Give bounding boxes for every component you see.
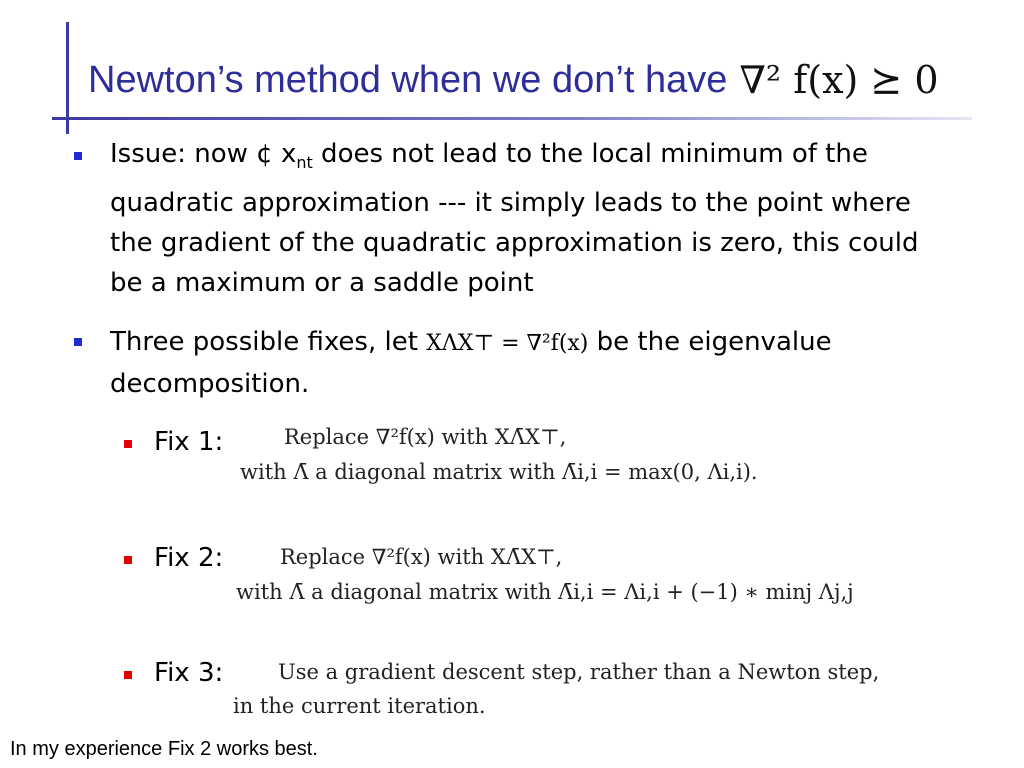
fix-1-label: Fix 1: — [154, 427, 224, 457]
issue-line-1: Issue: now ¢ $x_{nt}$ does not lead to the local minimum of the — [110, 139, 868, 172]
issue-line-2: quadratic approximation --- it simply leads to the point where — [110, 188, 911, 218]
bullet-fixes — [110, 322, 990, 404]
issue-line-3: the gradient of the quadratic approximation is zero, this could — [110, 228, 919, 258]
fixes-line-2: decomposition. — [110, 369, 310, 399]
fix-3-label: Fix 3: — [154, 658, 224, 688]
issue-line-4: be a maximum or a saddle point — [110, 268, 534, 298]
bullet-marker-1 — [74, 152, 82, 160]
fix-1-line-2: with Λ̄ a diagonal matrix with Λ̄i,i = max(0, Λi,i). — [240, 460, 758, 484]
title-horizontal-rule — [52, 117, 972, 120]
fix-3-line-2: in the current iteration. — [233, 694, 486, 718]
fix-1-marker — [124, 440, 132, 448]
fix-2-line-1: Replace ∇²f(x) with XΛ̄X⊤, — [280, 545, 563, 569]
fix-2-line-2: with Λ̄ a diagonal matrix with Λ̄i,i = Λi,i + (−1) ∗ minj Λj,j — [236, 580, 854, 604]
slide-title-math: ∇² f(x) ⪰ 0 — [739, 58, 939, 102]
slide-title-text: Newton’s method when we don’t have — [88, 58, 728, 101]
fix-2-label: Fix 2: — [154, 543, 224, 573]
slide-title — [88, 50, 939, 110]
fixes-line-1: Three possible fixes, let XΛX⊤ = ∇²f(x) be the eigenvalue — [110, 327, 832, 357]
fix-2-marker — [124, 556, 132, 564]
fix-3-marker — [124, 671, 132, 679]
fix-3-line-1: Use a gradient descent step, rather than a Newton step, — [278, 660, 880, 684]
fix-1-line-1: Replace ∇²f(x) with XΛ̄X⊤, — [284, 425, 567, 449]
eigen-decomposition-math: XΛX⊤ = ∇²f(x) — [426, 331, 589, 356]
bullet-marker-2 — [74, 338, 82, 346]
footer-note: In my experience Fix 2 works best. — [10, 738, 318, 760]
bullet-issue — [110, 134, 990, 303]
